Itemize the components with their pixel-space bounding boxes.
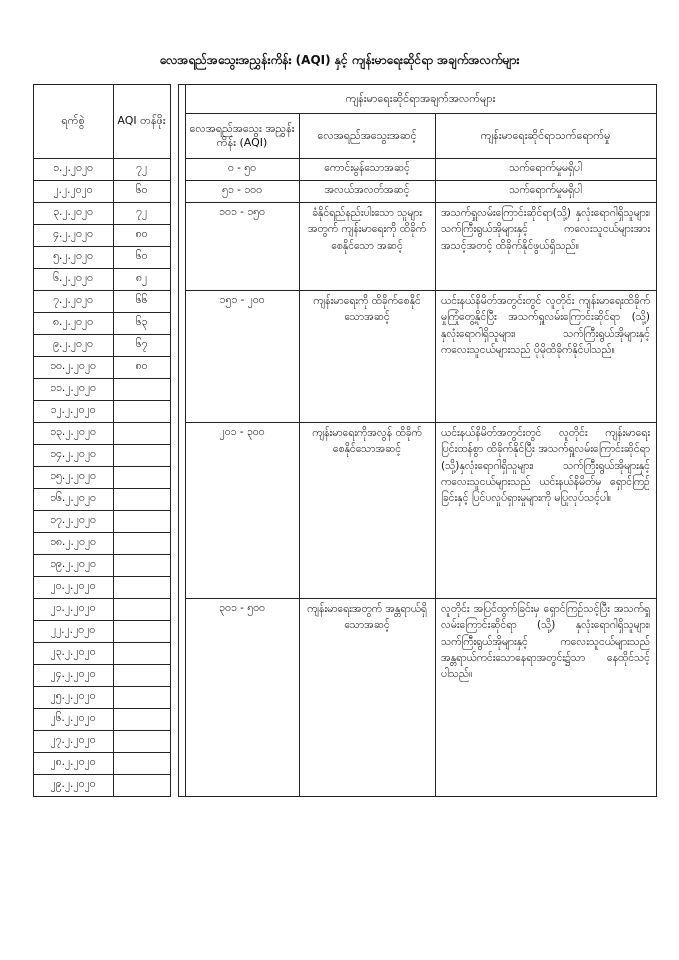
row-line xyxy=(33,356,170,357)
health-impact-cell: အသက်ရှူလမ်းကြောင်းဆိုင်ရာ(သို့) နှလုံးရောဂါရှိသူများ၊ သက်ကြီးရွယ်အိုများနှင့် ကလေးသူငယ်များအား အသင့်အတင့် ထိခိုက်နိုင်ဖွယ်ရှိသည်။ xyxy=(441,207,650,252)
row-line xyxy=(33,598,170,599)
header-aqi-value: AQI တန်ဖိုး xyxy=(117,114,166,128)
aqi-value-cell: ၆၆ xyxy=(135,294,148,307)
aqi-value-cell xyxy=(113,400,170,422)
row-line xyxy=(33,664,170,665)
row-line xyxy=(33,202,170,203)
row-line xyxy=(33,378,170,379)
aqi-value-cell: ၈၀ xyxy=(135,360,148,373)
aqi-value-cell xyxy=(113,466,170,488)
table-border-top-left xyxy=(33,84,170,85)
page-title: လေအရည်အသွေးအညွှန်းကိန်း (AQI) နှင့် ကျန်းမာရေးဆိုင်ရာ အချက်အလက်များ xyxy=(159,53,520,67)
row-line xyxy=(33,246,170,247)
date-cell: ၂၁.၂.၂၀၂၀ xyxy=(50,602,96,615)
row-line xyxy=(33,422,170,423)
aqi-value-cell xyxy=(113,554,170,576)
date-cell: ၈.၂.၂၀၂၀ xyxy=(53,316,93,329)
header-health-impact: ကျန်းမာရေးဆိုင်ရာသက်ရောက်မှု xyxy=(480,128,611,142)
column-line-spacer-1 xyxy=(178,84,179,796)
row-line xyxy=(33,532,170,533)
row-line xyxy=(33,180,170,181)
date-cell: ၂၆.၂.၂၀၂၀ xyxy=(50,712,96,725)
column-line-spacer-2 xyxy=(185,84,186,796)
health-impact-cell: သက်ရောက်မှုမရှိပါ xyxy=(509,162,582,175)
row-line xyxy=(33,576,170,577)
aqi-value-cell xyxy=(113,708,170,730)
aqi-range-cell: ၃၀၁ - ၅၀၀ xyxy=(219,602,265,615)
row-line xyxy=(33,774,170,775)
row-line xyxy=(33,224,170,225)
aqi-value-cell: ၈၂ xyxy=(135,272,148,285)
aqi-value-cell xyxy=(113,664,170,686)
aqi-range-cell: ၁၀၁ - ၁၅၀ xyxy=(219,206,265,219)
date-cell: ၉.၂.၂၀၂၀ xyxy=(53,338,93,351)
column-line-right xyxy=(656,84,657,796)
header-health-info: ကျန်းမာရေးဆိုင်ရာအချက်အလက်များ xyxy=(345,91,496,105)
air-quality-level-cell: ကောင်းမွန်သောအဆင့် xyxy=(324,162,410,175)
level-row-line xyxy=(185,290,656,291)
air-quality-level-cell: ကျန်းမာရေးအတွက် အန္တရာယ်ရှိသောအဆင့် xyxy=(307,603,427,632)
health-impact-cell: ယင်းနယ်နိမိတ်အတွင်းတွင် လူတိုင်း ကျန်းမာရေးထိခိုက်မှုကြုံတွေ့နိုင်ပြီး အသက်ရှူလမ်းကြောင်းဆိုင်ရာ (သို့) နှလုံးရောဂါရှိသူများ၊ သက်ကြီးရွယ်အိုများနှင့် ကလေးသူငယ်များသည် ပိုမိုထိခိုက်နိုင်ပါသည်။ xyxy=(441,295,650,356)
aqi-value-cell xyxy=(113,730,170,752)
level-row-line xyxy=(185,422,656,423)
table-border-bottom-left xyxy=(33,796,171,797)
header-bottom-right xyxy=(185,158,656,159)
date-cell: ၇.၂.၂၀၂၀ xyxy=(53,294,93,307)
date-cell: ၁၁.၂.၂၀၂၀ xyxy=(50,382,96,395)
row-line xyxy=(33,752,170,753)
date-cell: ၁၀.၂.၂၀၂၀ xyxy=(50,360,96,373)
aqi-value-cell: ၆၃ xyxy=(135,316,148,329)
row-line xyxy=(33,488,170,489)
date-cell: ၂.၂.၂၀၂၀ xyxy=(53,184,93,197)
column-line-range xyxy=(299,113,300,796)
date-cell: ၂၉.၂.၂၀၂၀ xyxy=(50,778,96,791)
health-impact-cell: သက်ရောက်မှုမရှိပါ xyxy=(509,184,582,197)
date-cell: ၂၀.၂.၂၀၂၀ xyxy=(50,580,96,593)
column-line-level xyxy=(435,113,436,796)
date-cell: ၁၆.၂.၂၀၂၀ xyxy=(50,492,96,505)
aqi-range-cell: ၁၅၁ - ၂၀၀ xyxy=(219,294,265,307)
aqi-value-cell xyxy=(113,444,170,466)
health-impact-cell: လူတိုင်း အပြင်ထွက်ခြင်းမှ ရှောင်ကြဉ်သင့်ပြီး အသက်ရှူလမ်းကြောင်းဆိုင်ရာ (သို့) နှလုံးရောဂါရှိသူများ၊ သက်ကြီးရွယ်အိုများနှင့် ကလေးသူငယ်များသည် အန္တရာယ်ကင်းသောနေရာအတွင်း၌သာ နေထိုင်သင့်ပါသည်။ xyxy=(441,603,650,681)
row-line xyxy=(33,444,170,445)
date-cell: ၁၄.၂.၂၀၂၀ xyxy=(50,448,96,461)
row-line xyxy=(33,554,170,555)
date-cell: ၁၉.၂.၂၀၂၀ xyxy=(50,558,96,571)
date-cell: ၁၇.၂.၂၀၂၀ xyxy=(50,514,96,527)
health-impact-cell: ယင်းနယ်နိမိတ်အတွင်းတွင် လူတိုင်း ကျန်းမာရေးပြင်းထန်စွာ ထိခိုက်နိုင်ပြီး အသက်ရှူလမ်းကြောင်းဆိုင်ရာ (သို့)နှလုံးရောဂါရှိသူများ၊ သက်ကြီးရွယ်အိုများနှင့် ကလေးသူငယ်များသည် ယင်းနယ်နိမိတ်မှ ရှောင်ကြဉ်ခြင်းနှင့် ပြင်ပလှုပ်ရှားမှုများကို မပြုလုပ်သင့်ပါ။ xyxy=(441,427,650,505)
date-cell: ၂၃.၂.၂၀၂၀ xyxy=(50,646,96,659)
date-cell: ၃.၂.၂၀၂၀ xyxy=(53,206,93,219)
header-aqi-range: လေအရည်အသွေး အညွှန်းကိန်း (AQI) xyxy=(189,121,295,149)
aqi-value-cell xyxy=(113,576,170,598)
aqi-range-cell: ၂၀၁ - ၃၀၀ xyxy=(219,426,265,439)
date-cell: ၂၄.၂.၂၀၂၀ xyxy=(50,668,96,681)
row-line xyxy=(33,312,170,313)
date-cell: ၅.၂.၂၀၂၀ xyxy=(53,250,93,263)
aqi-value-cell: ၆၀ xyxy=(135,184,148,197)
row-line xyxy=(33,290,170,291)
aqi-value-cell xyxy=(113,422,170,444)
row-line xyxy=(33,334,170,335)
row-line xyxy=(33,466,170,467)
row-line xyxy=(33,730,170,731)
date-cell: ၁၂.၂.၂၀၂၀ xyxy=(50,404,96,417)
column-line-left xyxy=(33,84,34,796)
row-line xyxy=(33,686,170,687)
date-cell: ၁၃.၂.၂၀၂၀ xyxy=(50,426,96,439)
aqi-value-cell xyxy=(113,378,170,400)
air-quality-level-cell: ကျန်းမာရေးကို ထိခိုက်စေနိုင်သောအဆင့် xyxy=(313,295,421,324)
aqi-value-cell xyxy=(113,642,170,664)
aqi-value-cell: ၇၂ xyxy=(135,162,148,175)
date-cell: ၆.၂.၂၀၂၀ xyxy=(53,272,93,285)
header-air-quality-level: လေအရည်အသွေးအဆင့် xyxy=(317,128,417,142)
aqi-value-cell xyxy=(113,488,170,510)
aqi-value-cell: ၆၀ xyxy=(135,250,148,263)
aqi-value-cell xyxy=(113,752,170,774)
level-row-line xyxy=(185,180,656,181)
date-cell: ၂၅.၂.၂၀၂၀ xyxy=(50,690,96,703)
row-line xyxy=(33,708,170,709)
header-divider xyxy=(185,113,656,114)
aqi-value-cell xyxy=(113,774,170,796)
level-row-line xyxy=(185,598,656,599)
date-cell: ၂၂.၂.၂၀၂၀ xyxy=(50,624,96,637)
aqi-value-cell: ၇၂ xyxy=(135,206,148,219)
row-line xyxy=(33,620,170,621)
header-bottom-left xyxy=(33,158,170,159)
date-cell: ၂၇.၂.၂၀၂၀ xyxy=(50,734,96,747)
aqi-value-cell xyxy=(113,510,170,532)
air-quality-level-cell: ခံနိုင်ရည်နည်းပါးသော သူများအတွက် ကျန်းမာရေးကို ထိခိုက်စေနိုင်သော အဆင့် xyxy=(307,207,427,252)
aqi-value-cell: ၈၀ xyxy=(135,228,148,241)
header-date: ရက်စွဲ xyxy=(61,114,85,128)
air-quality-level-cell: အလယ်အလတ်အဆင့် xyxy=(324,184,410,197)
air-quality-level-cell: ကျန်းမာရေးကိုအလွန် ထိခိုက်စေနိုင်သောအဆင့် xyxy=(312,427,422,456)
row-line xyxy=(33,268,170,269)
row-line xyxy=(33,510,170,511)
aqi-value-cell: ၆၇ xyxy=(135,338,148,351)
date-cell: ၁၅.၂.၂၀၂၀ xyxy=(50,470,96,483)
table-border-bottom-right xyxy=(178,796,657,797)
row-line xyxy=(33,400,170,401)
aqi-value-cell xyxy=(113,532,170,554)
date-cell: ၂၈.၂.၂၀၂၀ xyxy=(50,756,96,769)
aqi-value-cell xyxy=(113,598,170,620)
table-border-top-right xyxy=(178,84,656,85)
date-cell: ၄.၂.၂၀၂၀ xyxy=(53,228,93,241)
aqi-value-cell xyxy=(113,620,170,642)
column-line-aqi xyxy=(170,84,171,796)
level-row-line xyxy=(185,202,656,203)
row-line xyxy=(33,642,170,643)
column-line-date xyxy=(113,84,114,796)
aqi-range-cell: ၅၁ - ၁၀၀ xyxy=(222,184,262,197)
date-cell: ၁၈.၂.၂၀၂၀ xyxy=(50,536,96,549)
aqi-value-cell xyxy=(113,686,170,708)
date-cell: ၁.၂.၂၀၂၀ xyxy=(53,162,93,175)
aqi-range-cell: ၀ - ၅၀ xyxy=(227,162,257,175)
